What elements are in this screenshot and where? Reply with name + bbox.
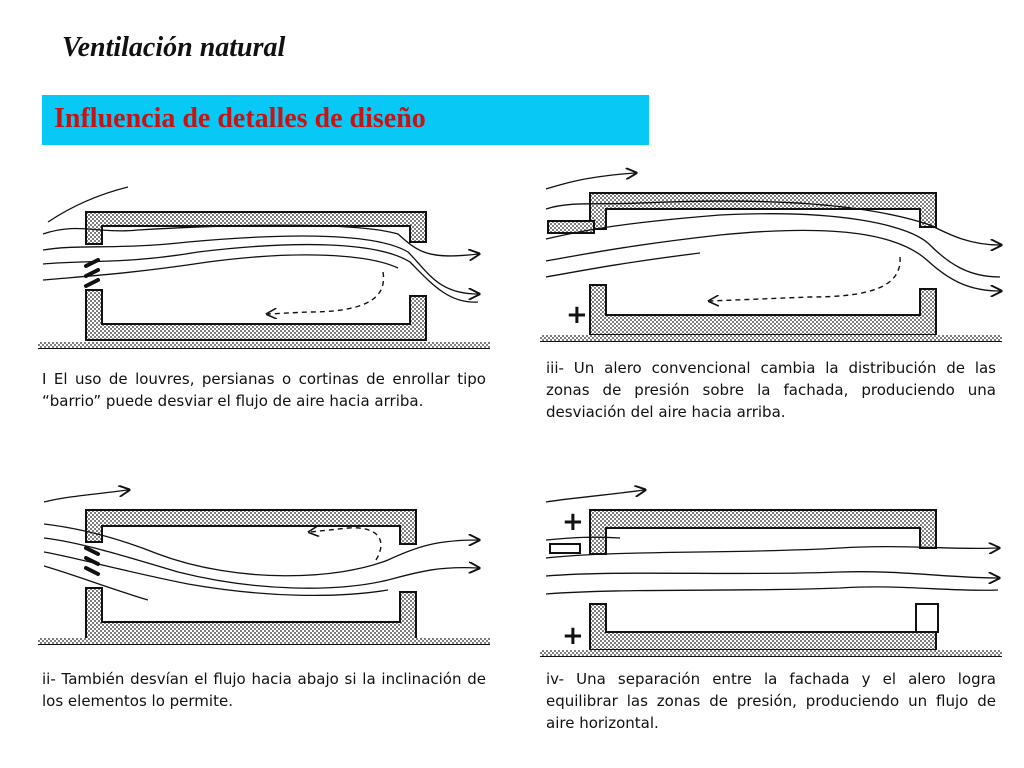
detached-eave <box>550 544 580 553</box>
panel-louvres-down <box>38 480 498 720</box>
caption: iii- Un alero convencional cambia la distribución de las zonas de presión sobre la fachada, produciendo una desviación del aire hacia arriba. <box>546 359 996 421</box>
caption: ii- También desvían el flujo hacia abajo si la inclinación de los elementos lo permite. <box>42 670 486 710</box>
airflow-lines <box>546 173 1000 291</box>
diagram-louvres-up <box>38 172 498 362</box>
pressure-plus-sign-bottom: + <box>562 621 584 651</box>
diagram-eave-up <box>540 165 1010 355</box>
floor-slab <box>590 285 936 335</box>
panel-eave-up <box>540 165 1010 445</box>
caption: I El uso de louvres, persianas o cortinas de enrollar tipo “barrio” puede desviar el flujo de aire hacia arriba. <box>42 370 486 410</box>
caption: iv- Una separación entre la fachada y el alero logra equilibrar las zonas de presión, produciendo un flujo de aire horizontal. <box>546 670 996 732</box>
pressure-plus-sign-top: + <box>562 507 584 537</box>
louvre-elements <box>86 260 98 286</box>
roof-slab <box>86 212 426 244</box>
roof-slab <box>590 510 936 554</box>
pressure-plus-sign: + <box>566 300 588 330</box>
return-eddy <box>268 272 384 314</box>
subtitle-text: Influencia de detalles de diseño <box>54 103 426 134</box>
return-eddy <box>710 257 900 301</box>
floor-slab <box>590 604 936 650</box>
roof-slab <box>86 510 416 544</box>
diagram-eave-separated <box>540 480 1010 665</box>
panel-eave-separated <box>540 480 1010 740</box>
page-title: Ventilación natural <box>62 32 286 63</box>
diagram-louvres-down <box>38 480 498 655</box>
roof-slab <box>590 193 936 229</box>
panel-louvres-up <box>38 172 498 442</box>
eave-overhang <box>548 221 594 233</box>
return-eddy <box>310 528 381 560</box>
subtitle-banner <box>42 95 649 145</box>
airflow-lines <box>43 187 478 302</box>
